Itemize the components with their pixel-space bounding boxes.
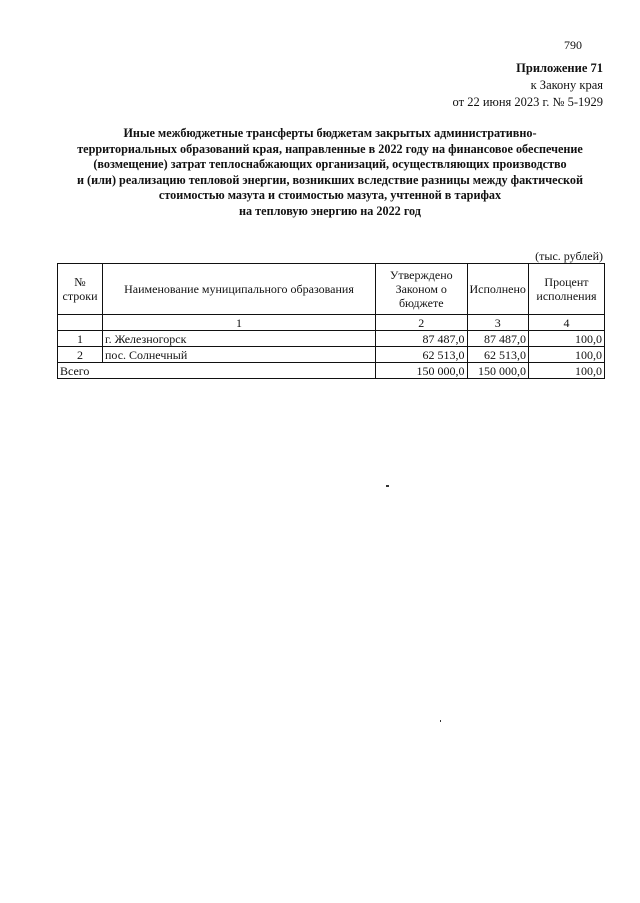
- column-number-empty: [58, 315, 103, 331]
- header-municipality: Наименование муниципального образования: [103, 264, 376, 315]
- appendix-law: к Закону края: [530, 78, 603, 92]
- executed-value: 62 513,0: [467, 347, 528, 363]
- row-number: 2: [58, 347, 103, 363]
- header-executed: Исполнено: [467, 264, 528, 315]
- column-number: 3: [467, 315, 528, 331]
- table-row: [58, 347, 605, 363]
- title-line: стоимостью мазута и стоимостью мазута, учтенной в тарифах: [158, 188, 502, 203]
- appendix-title: Приложение 71: [516, 61, 603, 75]
- total-approved: 150 000,0: [376, 363, 468, 379]
- scan-speck: [440, 720, 441, 722]
- table-header-row: [58, 264, 605, 315]
- municipality-name: г. Железногорск: [103, 331, 376, 347]
- total-label: Всего: [58, 363, 376, 379]
- title-line: (возмещение) затрат теплоснабжающих организаций, осуществляющих производство: [93, 157, 567, 172]
- header-approved: Утверждено Законом о бюджете: [376, 264, 468, 315]
- total-percent: 100,0: [528, 363, 604, 379]
- page-number: 790: [564, 38, 582, 52]
- column-number: 2: [376, 315, 468, 331]
- percent-value: 100,0: [528, 331, 604, 347]
- approved-value: 62 513,0: [376, 347, 468, 363]
- approved-value: 87 487,0: [376, 331, 468, 347]
- transfers-table: [57, 263, 605, 379]
- units-label: (тыс. рублей): [535, 249, 603, 263]
- title-line: и (или) реализацию тепловой энергии, возникших вследствие разницы между фактической: [76, 172, 584, 187]
- appendix-date: от 22 июня 2023 г. № 5-1929: [452, 95, 603, 109]
- header-row-number: № строки: [58, 264, 103, 315]
- column-numbers-row: [58, 315, 605, 331]
- title-line: Иные межбюджетные трансферты бюджетам закрытых административно-: [123, 126, 537, 140]
- total-row: [58, 363, 605, 379]
- total-executed: 150 000,0: [467, 363, 528, 379]
- percent-value: 100,0: [528, 347, 604, 363]
- header-percent: Процент исполнения: [528, 264, 604, 315]
- executed-value: 87 487,0: [467, 331, 528, 347]
- column-number: 1: [103, 315, 376, 331]
- title-line: на тепловую энергию на 2022 год: [239, 203, 421, 218]
- table-row: [58, 331, 605, 347]
- appendix-reference: [453, 60, 603, 111]
- title-line: территориальных образований края, направленные в 2022 году на финансовое обеспечение: [77, 141, 583, 156]
- row-number: 1: [58, 331, 103, 347]
- column-number: 4: [528, 315, 604, 331]
- document-title: [40, 126, 620, 220]
- municipality-name: пос. Солнечный: [103, 347, 376, 363]
- scan-speck: [386, 485, 389, 487]
